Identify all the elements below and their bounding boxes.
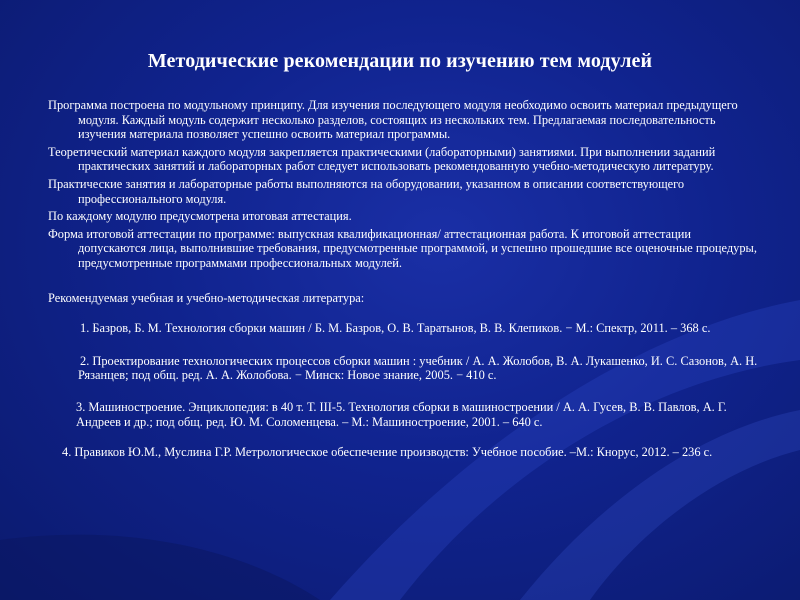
paragraph-equipment: Практические занятия и лабораторные работы выполняются на оборудовании, указанном в описании соответствующего профессионального модуля. [48, 176, 685, 206]
slide-title: Методические рекомендации по изучению тем модулей [147, 50, 653, 72]
paragraph-modular-principle: Программа построена по модульному принципу. Для изучения последующего модуля необходимо освоить материал предыдущего модуля. Каждый модуль содержит несколько разделов, состоящих из нескольких тем. Предлагаемая последовательность изучения материала позволяет успешно освоить материал программы. [48, 98, 738, 142]
paragraph-theory-practice: Теоретический материал каждого модуля закрепляется практическими (лабораторными) занятиями. При выполнении заданий практических занятий и лабораторных работ следует использовать рекомендованную учебно-методическую литературу. [48, 144, 716, 174]
literature-heading: Рекомендуемая учебная и учебно-методическая литература: [48, 290, 365, 305]
reference-item: 4. Правиков Ю.М., Муслина Г.Р. Метрологическое обеспечение производств: Учебное пособие. –М.: Кнорус, 2012. – 236 с. [62, 445, 713, 460]
reference-item: 2. Проектирование технологических процессов сборки машин : учебник / А. А. Жолобов, В. А. Лукашенко, И. С. Сазонов, А. Н. Рязанцев; под общ. ред. А. А. Жолобова. − Минск: Новое знание, 2005. − 410 с. [78, 353, 758, 383]
paragraph-certification-form: Форма итоговой аттестации по программе: выпускная квалификационная/ аттестационная работа. К итоговой аттестации допускаются лица, выполнившие требования, предусмотренные программой, и успешно прошедшие все оценочные процедуры, предусмотренные программами профессиональных модулей. [48, 226, 757, 270]
reference-item: 3. Машиностроение. Энциклопедия: в 40 т. Т. III-5. Технология сборки в машиностроении / А. А. Гусев, В. В. Павлов, А. Г. Андреев и др.; под общ. ред. Ю. М. Соломенцева. – М.: Машиностроение, 2001. – 640 с. [76, 399, 727, 429]
reference-item: 1. Базров, Б. М. Технология сборки машин / Б. М. Базров, О. В. Таратынов, В. В. Клепиков. − М.: Спектр, 2011. – 368 с. [80, 321, 711, 336]
paragraph-final-certification: По каждому модулю предусмотрена итоговая аттестация. [48, 209, 352, 224]
slide-content [48, 98, 758, 460]
